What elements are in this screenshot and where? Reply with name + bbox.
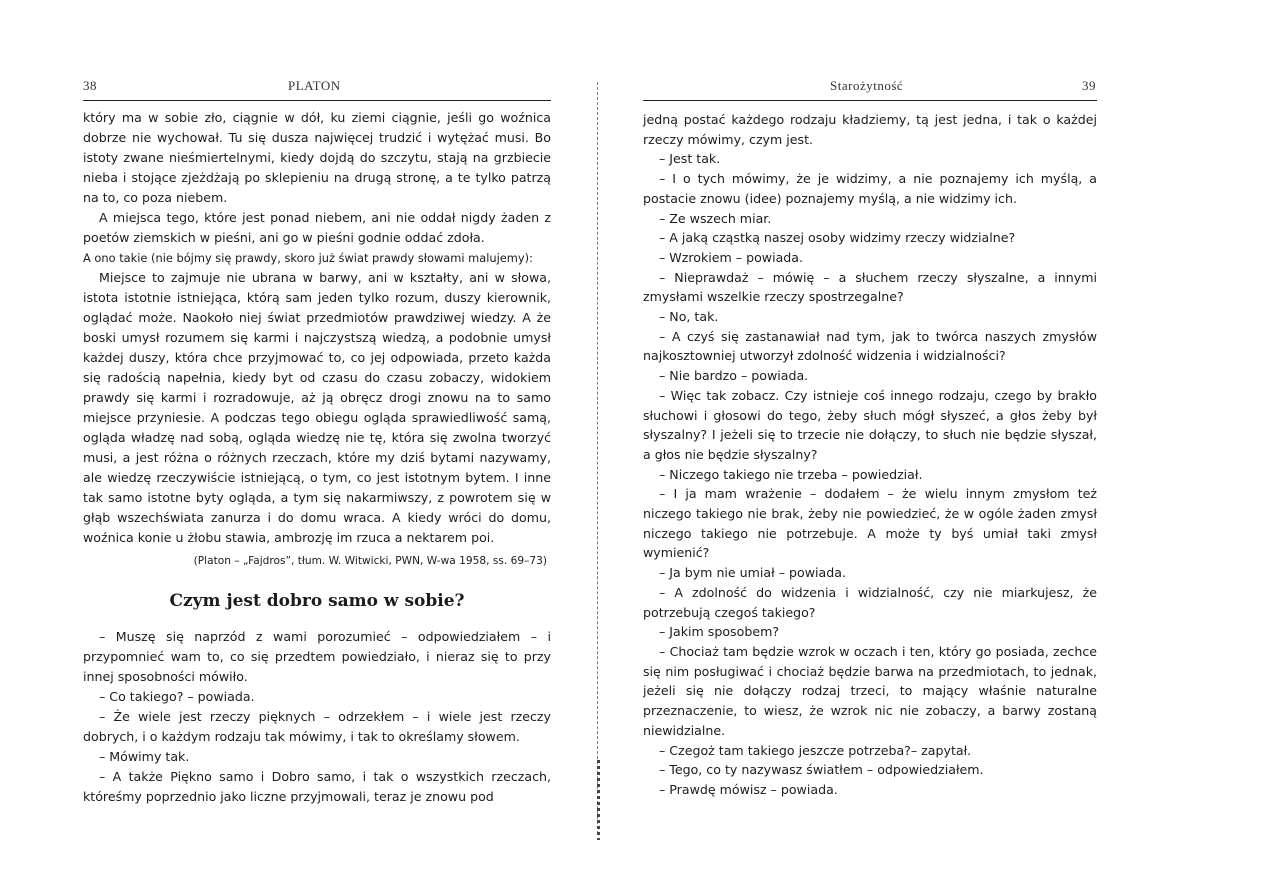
right-page-number: 39 xyxy=(1082,78,1096,93)
dialog-line: – A także Piękno samo i Dobro samo, i tak o wszystkich rzeczach, któreśmy poprzednio jako liczne przyjmowali, teraz je znowu pod xyxy=(83,769,551,804)
dialog-line: – Nieprawdaż – mówię – a słuchem rzeczy słyszalne, a innymi zmysłami wszelkie rzeczy spostrzegalne? xyxy=(643,269,1097,305)
dialog-line: – Ze wszech miar. xyxy=(659,210,772,226)
paragraph: A miejsca tego, które jest ponad niebem, ani nie oddał nigdy żaden z poetów ziemskich w pieśni, ani go w pieśni godnie oddać zdoła. xyxy=(83,210,551,245)
dialog-line: – Czegoż tam takiego jeszcze potrzeba?– zapytał. xyxy=(659,742,972,758)
paragraph: A ono takie (nie bójmy się prawdy, skoro już świat prawdy słowami malujemy): xyxy=(83,251,533,265)
citation: (Platon – „Fajdros”, tłum. W. Witwicki, PWN, W-wa 1958, ss. 69–73) xyxy=(193,555,547,567)
dialog-line: – Tego, co ty nazywasz światłem – odpowiedziałem. xyxy=(659,762,984,778)
dialog-line: – I o tych mówimy, że je widzimy, a nie poznajemy ich myślą, a postacie znowu (idee) poznajemy myślą, a nie widzimy ich. xyxy=(643,171,1097,206)
section-heading: Czym jest dobro samo w sobie? xyxy=(169,591,465,611)
dialog-line: – Że wiele jest rzeczy pięknych – odrzekłem – i wiele jest rzeczy dobrych, i o każdym rodzaju tak mówimy, i tak to określamy słowem. xyxy=(83,709,551,744)
paragraph: który ma w sobie zło, ciągnie w dół, ku ziemi ciągnie, jeśli go woźnica dobrze nie wychował. Tu się dusza najwięcej trudzić i wytężać musi. Bo istoty zwane nieśmiertelnymi, kiedy dojdą do szczytu, stają na grzbiecie nieba i stojące zjeżdżają po sklepieniu na drugą stronę, a te tylko patrzą na to, co poza niebem. xyxy=(83,110,551,205)
paragraph: jedną postać każdego rodzaju kładziemy, tą jest jedna, i tak o każdej rzeczy mówimy, czym jest. xyxy=(643,112,1097,147)
dialog-line: – A jaką cząstką naszej osoby widzimy rzeczy widzialne? xyxy=(659,230,1016,246)
dialog-line: – Prawdę mówisz – powiada. xyxy=(659,781,838,797)
dialog-line: – Jakim sposobem? xyxy=(659,624,780,640)
left-page-number: 38 xyxy=(83,78,97,93)
right-header-rule xyxy=(643,100,1097,101)
left-header-rule xyxy=(83,100,551,101)
dialog-line: – Mówimy tak. xyxy=(99,749,190,764)
dialog-line: – Muszę się naprzód z wami porozumieć – odpowiedziałem – i przypomnieć wam to, co się przedtem powiedziało, i nieraz się to przy innej sposobności mówiło. xyxy=(83,629,551,684)
dialog-line: – A czyś się zastanawiał nad tym, jak to twórca naszych zmysłów najkosztowniej utworzył zdolność widzenia i widzialności? xyxy=(643,328,1097,364)
dialog-line: – Nie bardzo – powiada. xyxy=(659,368,809,384)
dialog-line: – Niczego takiego nie trzeba – powiedział. xyxy=(659,466,923,482)
right-text-column xyxy=(643,110,1097,800)
dialog-line: – Jest tak. xyxy=(659,151,721,167)
dialog-line: – Wzrokiem – powiada. xyxy=(659,249,804,265)
dialog-line: – Więc tak zobacz. Czy istnieje coś innego rodzaju, czego by brakło słuchowi i głosowi do tego, żeby słuch mógł słyszeć, a głos żeby był słyszalny? I jeżeli się to trzecie nie dołączy, to słuch nie będzie słyszał, a głos nie będzie słyszalny? xyxy=(643,387,1097,462)
dialog-line: – I ja mam wrażenie – dodałem – że wielu innym zmysłom też niczego takiego nie brak, żeby nie powiedzieć, że w ogóle żaden zmysł niczego takiego nie potrzebuje. A może ty byś umiał taki zmysł wymienić? xyxy=(643,486,1097,561)
left-page xyxy=(0,0,600,893)
dialog-line: – Co takiego? – powiada. xyxy=(99,689,255,704)
dialog-line: – A zdolność do widzenia i widzialność, czy nie miarkujesz, że potrzebują czegoś takiego? xyxy=(643,584,1097,620)
right-page xyxy=(600,0,1263,893)
right-running-head: Starożytność xyxy=(830,78,904,93)
dialog-line: – No, tak. xyxy=(659,309,719,325)
left-running-head: PLATON xyxy=(288,78,341,93)
left-text-column xyxy=(83,108,551,807)
paragraph: Miejsce to zajmuje nie ubrana w barwy, ani w kształty, ani w słowa, istota istotnie istniejąca, którą sam jeden tylko rozum, duszy kierownik, oglądać może. Naokoło niej świat przedmiotów prawdziwej wiedzy. A że boski umysł rozumem się karmi i najczystszą wiedzą, a podobnie umysł każdej duszy, która chce przyjmować to, co jej odpowiada, przeto każda się radością napełnia, kiedy byt od czasu do czasu zobaczy, widokiem prawdy się karmi i rozradowuje, aż ją obręcz drogi znowu na to samo miejsce przyniesie. A podczas tego obiegu ogląda sprawiedliwość samą, ogląda władzę nad sobą, ogląda wiedzę nie tę, która się zwolna tworzyć musi, a jest różna o różnych rzeczach, które my dziś bytami nazywamy, ale wiedzę rzeczywiście istniejącą, o tym, co jest istotnym bytem. I inne tak samo istotne byty ogląda, a tym się nakarmiwszy, z powrotem się w głąb wszechświata zanurza i do domu wraca. A kiedy wróci do domu, woźnica konie u żłobu stawia, ambrozję im rzuca a nektarem poi. xyxy=(83,270,551,545)
dialog-line: – Ja bym nie umiał – powiada. xyxy=(659,565,846,581)
dialog-line: – Chociaż tam będzie wzrok w oczach i ten, który go posiada, zechce się nim posługiwać i chociaż będzie barwa na przedmiotach, to jednak, jeżeli się nie dołączy rodzaj trzeci, to mający właśnie naturalne przeznaczenie, to wiesz, że wzrok nic nie zobaczy, a barwy zostaną niewidzialne. xyxy=(643,643,1097,738)
